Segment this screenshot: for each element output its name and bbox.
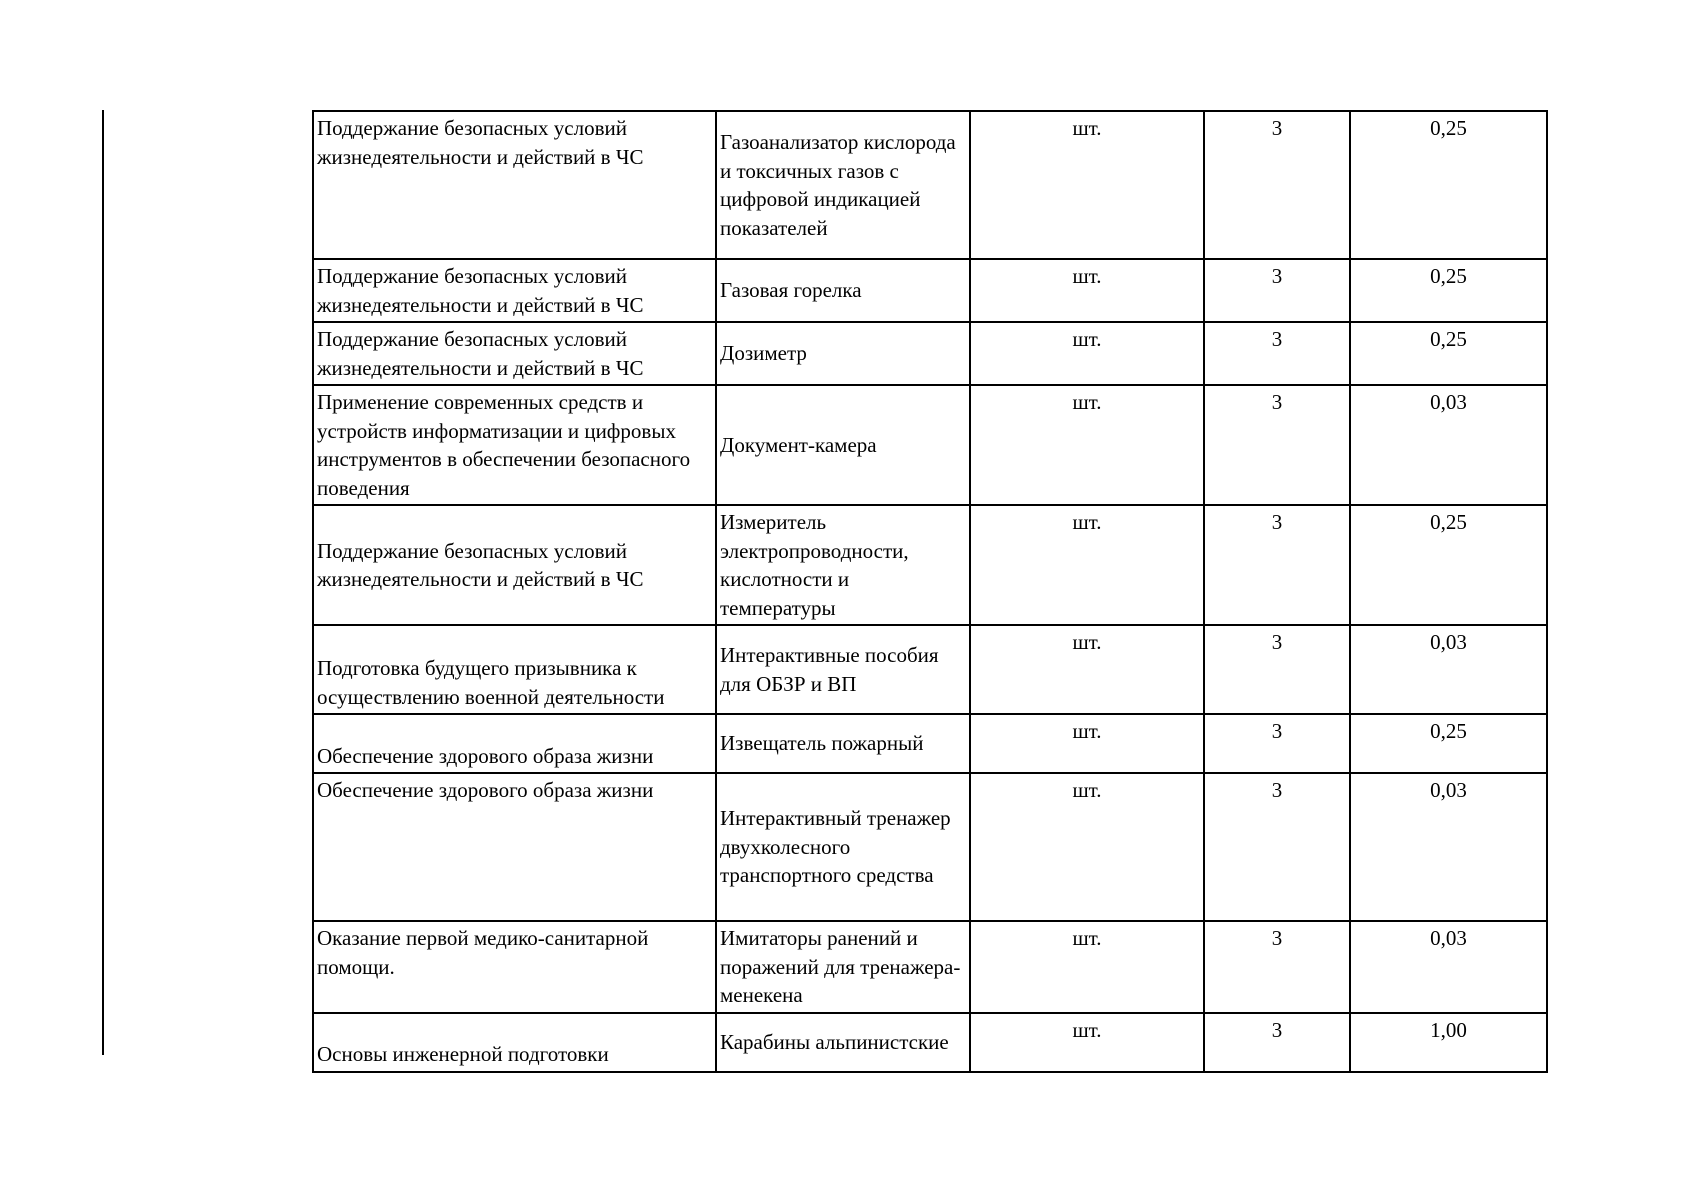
coefficient-cell: 0,03 — [1350, 385, 1547, 505]
equipment-cell: Газоанализатор кислорода и токсичных газов с цифровой индикацией показателей — [716, 111, 970, 259]
quantity-cell: 3 — [1204, 1013, 1350, 1072]
table-row — [313, 505, 1547, 625]
unit-cell: шт. — [970, 921, 1204, 1013]
quantity-cell: 3 — [1204, 625, 1350, 714]
quantity-cell: 3 — [1204, 505, 1350, 625]
subject-cell: Поддержание безопасных условий жизнедеятельности и действий в ЧС — [313, 111, 716, 259]
unit-cell: шт. — [970, 111, 1204, 259]
equipment-cell: Измеритель электропроводности, кислотности и температуры — [716, 505, 970, 625]
subject-cell: Оказание первой медико-санитарной помощи. — [313, 921, 716, 1013]
equipment-cell: Дозиметр — [716, 322, 970, 385]
subject-cell: Обеспечение здорового образа жизни — [313, 714, 716, 773]
table-row — [313, 111, 1547, 259]
coefficient-cell: 0,25 — [1350, 111, 1547, 259]
quantity-cell: 3 — [1204, 773, 1350, 921]
table-row — [313, 385, 1547, 505]
coefficient-cell: 0,03 — [1350, 921, 1547, 1013]
table-row — [313, 259, 1547, 322]
quantity-cell: 3 — [1204, 385, 1350, 505]
table-row — [313, 625, 1547, 714]
table-row — [313, 773, 1547, 921]
equipment-cell: Документ-камера — [716, 385, 970, 505]
unit-cell: шт. — [970, 1013, 1204, 1072]
equipment-cell: Интерактивные пособия для ОБЗР и ВП — [716, 625, 970, 714]
table-row — [313, 322, 1547, 385]
equipment-cell: Извещатель пожарный — [716, 714, 970, 773]
subject-cell: Поддержание безопасных условий жизнедеятельности и действий в ЧС — [313, 322, 716, 385]
quantity-cell: 3 — [1204, 322, 1350, 385]
quantity-cell: 3 — [1204, 714, 1350, 773]
coefficient-cell: 0,25 — [1350, 714, 1547, 773]
unit-cell: шт. — [970, 322, 1204, 385]
unit-cell: шт. — [970, 259, 1204, 322]
table-row — [313, 921, 1547, 1013]
coefficient-cell: 1,00 — [1350, 1013, 1547, 1072]
subject-cell: Поддержание безопасных условий жизнедеятельности и действий в ЧС — [313, 505, 716, 625]
equipment-cell: Карабины альпинистские — [716, 1013, 970, 1072]
unit-cell: шт. — [970, 625, 1204, 714]
quantity-cell: 3 — [1204, 259, 1350, 322]
unit-cell: шт. — [970, 714, 1204, 773]
unit-cell: шт. — [970, 385, 1204, 505]
equipment-cell: Имитаторы ранений и поражений для тренажера-менекена — [716, 921, 970, 1013]
coefficient-cell: 0,03 — [1350, 625, 1547, 714]
coefficient-cell: 0,25 — [1350, 322, 1547, 385]
unit-cell: шт. — [970, 505, 1204, 625]
unit-cell: шт. — [970, 773, 1204, 921]
coefficient-cell: 0,25 — [1350, 259, 1547, 322]
table-row — [313, 1013, 1547, 1072]
subject-cell: Поддержание безопасных условий жизнедеятельности и действий в ЧС — [313, 259, 716, 322]
table-row — [313, 714, 1547, 773]
coefficient-cell: 0,25 — [1350, 505, 1547, 625]
subject-cell: Обеспечение здорового образа жизни — [313, 773, 716, 921]
equipment-table — [312, 110, 1548, 1073]
coefficient-cell: 0,03 — [1350, 773, 1547, 921]
page-margin-line — [102, 110, 104, 1055]
subject-cell: Основы инженерной подготовки — [313, 1013, 716, 1072]
quantity-cell: 3 — [1204, 111, 1350, 259]
equipment-cell: Интерактивный тренажер двухколесного транспортного средства — [716, 773, 970, 921]
equipment-cell: Газовая горелка — [716, 259, 970, 322]
subject-cell: Подготовка будущего призывника к осуществлению военной деятельности — [313, 625, 716, 714]
quantity-cell: 3 — [1204, 921, 1350, 1013]
subject-cell: Применение современных средств и устройств информатизации и цифровых инструментов в обеспечении безопасного поведения — [313, 385, 716, 505]
